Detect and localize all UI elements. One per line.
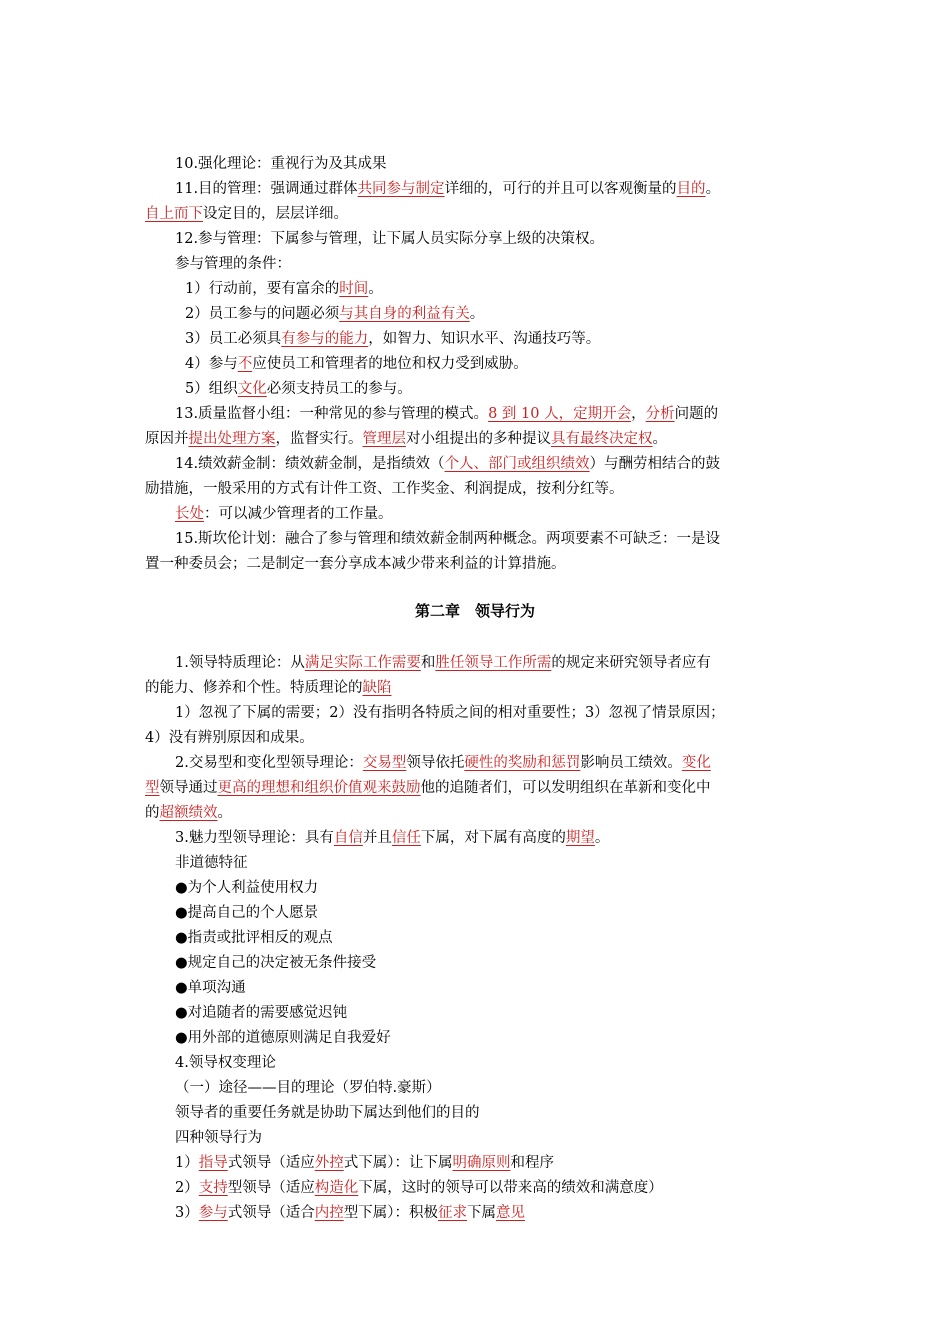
text-segment: 。 (368, 281, 383, 297)
text-line (175, 452, 720, 476)
text-line (175, 976, 246, 1000)
text-segment: 1）忽视了下属的需要；2）没有指明各特质之间的相对重要性；3）忽视了情景原因； (175, 705, 725, 721)
text-line (175, 651, 711, 675)
highlighted-term: 支持 (198, 1180, 228, 1196)
highlighted-term: 有参与的能力 (281, 331, 369, 347)
text-segment: 问题的 (674, 406, 719, 422)
highlighted-term: 构造化 (314, 1180, 359, 1196)
highlighted-term: 外控 (314, 1155, 344, 1171)
text-segment: 设定目的，层层详细。 (203, 206, 348, 222)
text-line (175, 1001, 347, 1025)
text-line (175, 1076, 441, 1100)
text-segment: 领导依托 (406, 755, 465, 771)
text-segment: 4）没有辨别原因和成果。 (145, 730, 314, 746)
text-line (185, 377, 412, 401)
highlighted-term: 长处 (175, 506, 204, 522)
text-segment: 3.魅力型领导理论：具有 (175, 830, 334, 846)
text-segment: 4）参与 (185, 356, 238, 372)
text-line (185, 277, 383, 301)
text-line (145, 552, 566, 576)
text-line (175, 1201, 525, 1225)
text-segment: 参与管理的条件： (175, 256, 291, 272)
highlighted-term: 缺陷 (362, 680, 392, 696)
text-line (175, 951, 376, 975)
text-segment: ●指责或批评相反的观点 (175, 930, 333, 946)
highlighted-term: 提出处理方案 (188, 431, 276, 447)
text-segment: 14.绩效薪金制：绩效薪金制，是指绩效（ (175, 456, 445, 472)
text-segment: 式领导（适应 (227, 1155, 315, 1171)
text-segment: 。 (594, 830, 610, 846)
text-line (145, 801, 232, 825)
highlighted-term: 文化 (237, 381, 267, 397)
text-segment: 置一种委员会；二是制定一套分享成本减少带来利益的计算措施。 (145, 556, 566, 572)
highlighted-term: 变化 (681, 755, 711, 771)
text-segment: 领导通过 (159, 780, 218, 796)
highlighted-term: 内控 (314, 1205, 344, 1221)
text-segment: 下属 (466, 1205, 496, 1221)
text-segment: 对小组提出的多种提议 (406, 431, 551, 447)
text-segment: 。 (217, 805, 232, 821)
text-segment: 励措施，一般采用的方式有计件工资、工作奖金、利润提成，按利分红等。 (145, 481, 624, 497)
text-segment: 。 (469, 306, 485, 322)
text-line (145, 776, 711, 800)
text-segment: 10.强化理论：重视行为及其成果 (175, 156, 387, 172)
text-segment: ●为个人利益使用权力 (175, 880, 319, 896)
text-segment: 型下属）：积极 (343, 1205, 438, 1221)
text-segment: ，如智力、知识水平、沟通技巧等。 (368, 331, 601, 347)
text-segment: 的规定来研究领导者应有 (551, 655, 711, 671)
text-line (175, 901, 318, 925)
text-segment: 2） (175, 1180, 199, 1196)
text-segment: 3） (175, 1205, 199, 1221)
text-segment: 型领导（适应 (227, 1180, 315, 1196)
highlighted-term: 型 (145, 780, 160, 796)
text-segment: 和 (420, 655, 436, 671)
text-segment: ●对追随者的需要感觉迟钝 (175, 1005, 348, 1021)
text-line (145, 477, 624, 501)
text-segment: 详细的，可行的并且可以客观衡量的 (444, 181, 677, 197)
text-segment: 式领导（适合 (227, 1205, 315, 1221)
text-line (175, 1176, 663, 1200)
text-line (145, 726, 314, 750)
text-segment: 下属，对下属有高度的 (420, 830, 566, 846)
text-segment: 。 (705, 181, 721, 197)
text-line (175, 826, 609, 850)
text-line (185, 352, 528, 376)
text-segment: 15.斯坎伦计划：融合了参与管理和绩效薪金制两种概念。两项要素不可缺乏：一是设 (175, 531, 721, 547)
highlighted-term: 时间 (339, 281, 369, 297)
text-segment: 应使员工和管理者的地位和权力受到威胁。 (252, 356, 528, 372)
text-segment: 必须支持员工的参与。 (266, 381, 412, 397)
text-segment: 领导者的重要任务就是协助下属达到他们的目的 (175, 1105, 480, 1121)
text-line (175, 751, 711, 775)
highlighted-term: 超额绩效 (159, 805, 218, 821)
text-segment: 。 (652, 431, 667, 447)
highlighted-term: 具有最终决定权 (551, 431, 653, 447)
text-segment: 影响员工绩效。 (580, 755, 682, 771)
text-segment: 1.领导特质理论：从 (175, 655, 305, 671)
chapter-heading: 第二章 领导行为 (414, 602, 535, 620)
text-line (175, 701, 725, 725)
highlighted-term: 参与 (198, 1205, 228, 1221)
text-segment: ， (631, 406, 646, 422)
highlighted-term: 共同参与制定 (357, 181, 445, 197)
highlighted-term: 更高的理想和组织价值观来鼓励 (217, 780, 421, 796)
text-line (175, 926, 333, 950)
text-line (175, 1126, 262, 1150)
text-line (175, 1051, 276, 1075)
text-line (175, 502, 393, 526)
text-segment: 11.目的管理：强调通过群体 (175, 181, 358, 197)
text-segment: 四种领导行为 (175, 1130, 262, 1146)
text-segment: 的 (145, 805, 160, 821)
highlighted-term: 个人、部门或组织绩效 (444, 456, 590, 472)
text-segment: 式下属）：让下属 (343, 1155, 453, 1171)
text-segment: ●单项沟通 (175, 980, 246, 996)
text-line (175, 152, 387, 176)
text-segment: 12.参与管理：下属参与管理，让下属人员实际分享上级的决策权。 (175, 231, 605, 247)
highlighted-term: 分析 (645, 406, 675, 422)
text-segment: ●规定自己的决定被无条件接受 (175, 955, 377, 971)
highlighted-term: 自信 (333, 830, 363, 846)
highlighted-term: 硬性的奖励和惩罚 (464, 755, 581, 771)
highlighted-term: 交易型 (362, 755, 407, 771)
text-segment: 非道德特征 (175, 855, 248, 871)
text-segment: 5）组织 (185, 381, 238, 397)
text-line (145, 676, 392, 700)
highlighted-term: 满足实际工作需要 (304, 655, 421, 671)
text-line (175, 177, 720, 201)
text-segment: 1） (175, 1155, 199, 1171)
text-segment: （一）途径——目的理论（罗伯特.豪斯） (175, 1080, 441, 1096)
text-segment: 和程序 (510, 1155, 554, 1171)
text-segment: 并且 (362, 830, 392, 846)
text-segment: 的能力、修养和个性。特质理论的 (145, 680, 363, 696)
text-line (185, 302, 484, 326)
highlighted-term: 自上而下 (145, 206, 203, 222)
highlighted-term: 征求 (437, 1205, 467, 1221)
text-segment: 3）员工必须具 (185, 331, 282, 347)
text-line (175, 851, 248, 875)
highlighted-term: 与其自身的利益有关 (339, 306, 470, 322)
text-segment: 13.质量监督小组：一种常见的参与管理的模式。 (175, 406, 489, 422)
text-segment: 1）行动前，要有富余的 (185, 281, 340, 297)
text-line (175, 1026, 391, 1050)
text-line (185, 327, 600, 351)
highlighted-term: 期望 (565, 830, 595, 846)
highlighted-term: 8 到 10 人，定期开会 (488, 406, 632, 422)
text-segment: ）与酬劳相结合的鼓 (589, 456, 721, 472)
text-line (175, 252, 291, 276)
highlighted-term: 指导 (198, 1155, 228, 1171)
text-segment: 2.交易型和变化型领导理论： (175, 755, 363, 771)
highlighted-term: 不 (237, 356, 253, 372)
highlighted-term: 管理层 (362, 431, 406, 447)
text-segment: 他的追随者们，可以发明组织在革新和变化中 (420, 780, 711, 796)
text-line (175, 876, 318, 900)
text-segment: ，监督实行。 (275, 431, 363, 447)
text-segment: 4.领导权变理论 (175, 1055, 276, 1071)
text-line (175, 1151, 554, 1175)
highlighted-term: 明确原则 (452, 1155, 511, 1171)
highlighted-term: 信任 (391, 830, 421, 846)
text-line (175, 527, 720, 551)
highlighted-term: 目的 (676, 181, 706, 197)
text-segment: ●用外部的道德原则满足自我爱好 (175, 1030, 391, 1046)
text-line (175, 402, 718, 426)
text-segment: ●提高自己的个人愿景 (175, 905, 319, 921)
highlighted-term: 胜任领导工作所需 (435, 655, 552, 671)
text-segment: 2）员工参与的问题必须 (185, 306, 340, 322)
text-line (145, 427, 667, 451)
text-line (175, 1101, 480, 1125)
text-line (175, 227, 604, 251)
highlighted-term: 意见 (495, 1205, 525, 1221)
text-segment: 下属，这时的领导可以带来高的绩效和满意度） (358, 1180, 663, 1196)
text-segment: ：可以减少管理者的工作量。 (204, 506, 393, 522)
text-segment: 原因并 (145, 431, 189, 447)
text-line (145, 202, 348, 226)
